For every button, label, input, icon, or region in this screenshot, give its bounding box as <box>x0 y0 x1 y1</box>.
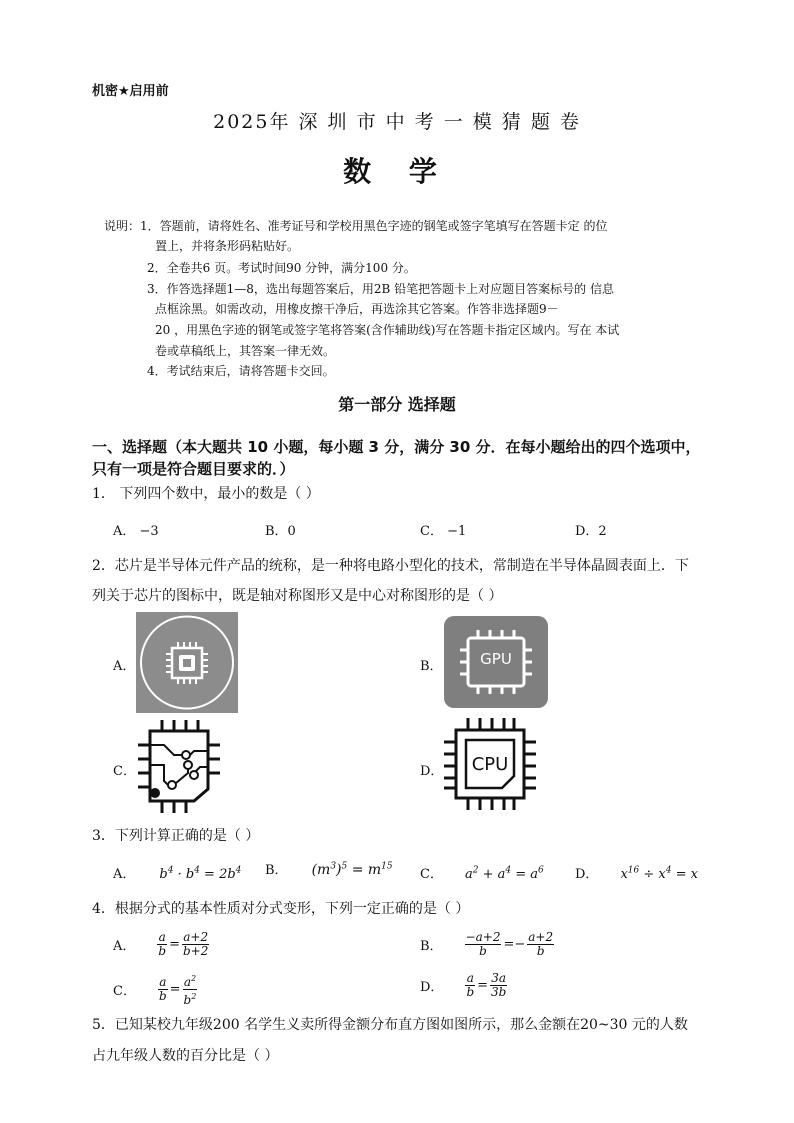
q4-option-a: A． $\frac{a}{b}$ = $\frac{a+2}{b+2}$ <box>113 930 209 958</box>
note-1a: 说明：1．答题前，请将姓名、准考证号和学校用黑色字迹的钢笔或签字笔填写在答题卡定 的位 <box>104 219 608 233</box>
note-4: 4．考试结束后，请将答题卡交回。 <box>147 364 335 378</box>
q4-option-b: B． $\frac{-a+2}{b}$ =− $\frac{a+2}{b}$ <box>420 930 554 958</box>
note-3b: 点框涂黑。如需改动，用橡皮擦干净后，再选涂其它答案。作答非选择题9－ <box>155 302 559 316</box>
q1-stem: 1． 下列四个数中，最小的数是（ ） <box>92 486 320 502</box>
q3-option-d: D． $x^{16} \div x^4 = x$ <box>575 865 698 882</box>
q2-option-a: A． <box>113 659 136 674</box>
chip-icon-a <box>136 612 238 717</box>
q1-option-a: A． −3 <box>113 524 159 539</box>
q2-stem-1: 2．芯片是半导体元件产品的统称，是一种将电路小型化的技术，常制造在半导体晶圆表面上．下 <box>92 558 689 574</box>
note-3d: 卷或草稿纸上，其答案一律无效。 <box>155 344 336 358</box>
q4-option-c: C． $\frac{a}{b}$ = $\frac{a^2}{b^2}$ <box>113 974 197 1007</box>
q3-b-label: B． <box>265 863 288 878</box>
note-1b: 置上，并将条形码粘贴好。 <box>155 239 300 253</box>
q1-option-c: C． −1 <box>420 524 467 539</box>
q5-stem-2: 占九年级人数的百分比是（ ） <box>92 1048 279 1064</box>
cpu-chip-icon-d <box>442 716 538 816</box>
q1-option-d: D．2 <box>575 524 607 539</box>
note-3c: 20 ，用黑色字迹的钢笔或签字笔将答案(含作辅助线)写在答题卡指定区域内。写在 本试 <box>155 323 620 337</box>
q4-option-d: D． $\frac{a}{b}$ = $\frac{3a}{3b}$ <box>420 971 507 999</box>
q3-a-label: A． <box>113 867 136 882</box>
q2-option-b: B． <box>420 659 443 674</box>
q3-option-b: B． $(m^3)^5 = m^{15}$ <box>265 861 393 878</box>
circuit-chip-icon-c <box>134 717 224 819</box>
confidential-mark: 机密★启用前 <box>92 84 169 99</box>
note-3a: 3．作答选择题1—8，选出每题答案后，用2B 铅笔把答题卡上对应题目答案标号的 信息 <box>147 282 614 296</box>
q4-b-label: B． <box>420 939 443 954</box>
q5-stem-1: 5．已知某校九年级200 名学生义卖所得金额分布直方图如图所示，那么金额在20~30 元的人数 <box>92 1017 688 1033</box>
exam-title: 2025年 深 圳 市 中 考 一 模 猜 题 卷 <box>213 111 581 133</box>
q1-option-b: B．0 <box>265 524 296 539</box>
subject-title: 数 学 <box>343 155 451 188</box>
q4-stem: 4．根据分式的基本性质对分式变形，下列一定正确的是（ ） <box>92 901 470 917</box>
q2-option-c: C． <box>113 764 136 779</box>
q4-d-label: D． <box>420 980 444 995</box>
q4-c-label: C． <box>113 984 136 999</box>
q2-option-d: D． <box>420 764 444 779</box>
q3-stem: 3．下列计算正确的是（ ） <box>92 828 260 844</box>
q3-option-a: A． $b^4 \cdot b^4 = 2b^4$ <box>113 865 242 882</box>
section-instruction-2: 只有一项是符合题目要求的．） <box>92 460 295 478</box>
note-2: 2．全卷共6 页。考试时间90 分钟，满分100 分。 <box>147 261 416 275</box>
q4-a-label: A． <box>113 939 136 954</box>
q3-c-label: C． <box>420 867 443 882</box>
q2-stem-2: 列关于芯片的图标中，既是轴对称图形又是中心对称图形的是（ ） <box>92 588 503 604</box>
q3-d-label: D． <box>575 867 599 882</box>
q3-option-c: C． $a^2 + a^4 = a^6$ <box>420 865 544 882</box>
cpu-label: CPU <box>471 754 509 775</box>
section-instruction-1: 一、选择题（本大题共 10 小题，每小题 3 分，满分 30 分．在每小题给出的四个选项中， <box>92 438 701 456</box>
gpu-label: GPU <box>480 650 512 668</box>
section-title: 第一部分 选择题 <box>338 395 456 414</box>
gpu-chip-icon-b <box>444 616 548 712</box>
